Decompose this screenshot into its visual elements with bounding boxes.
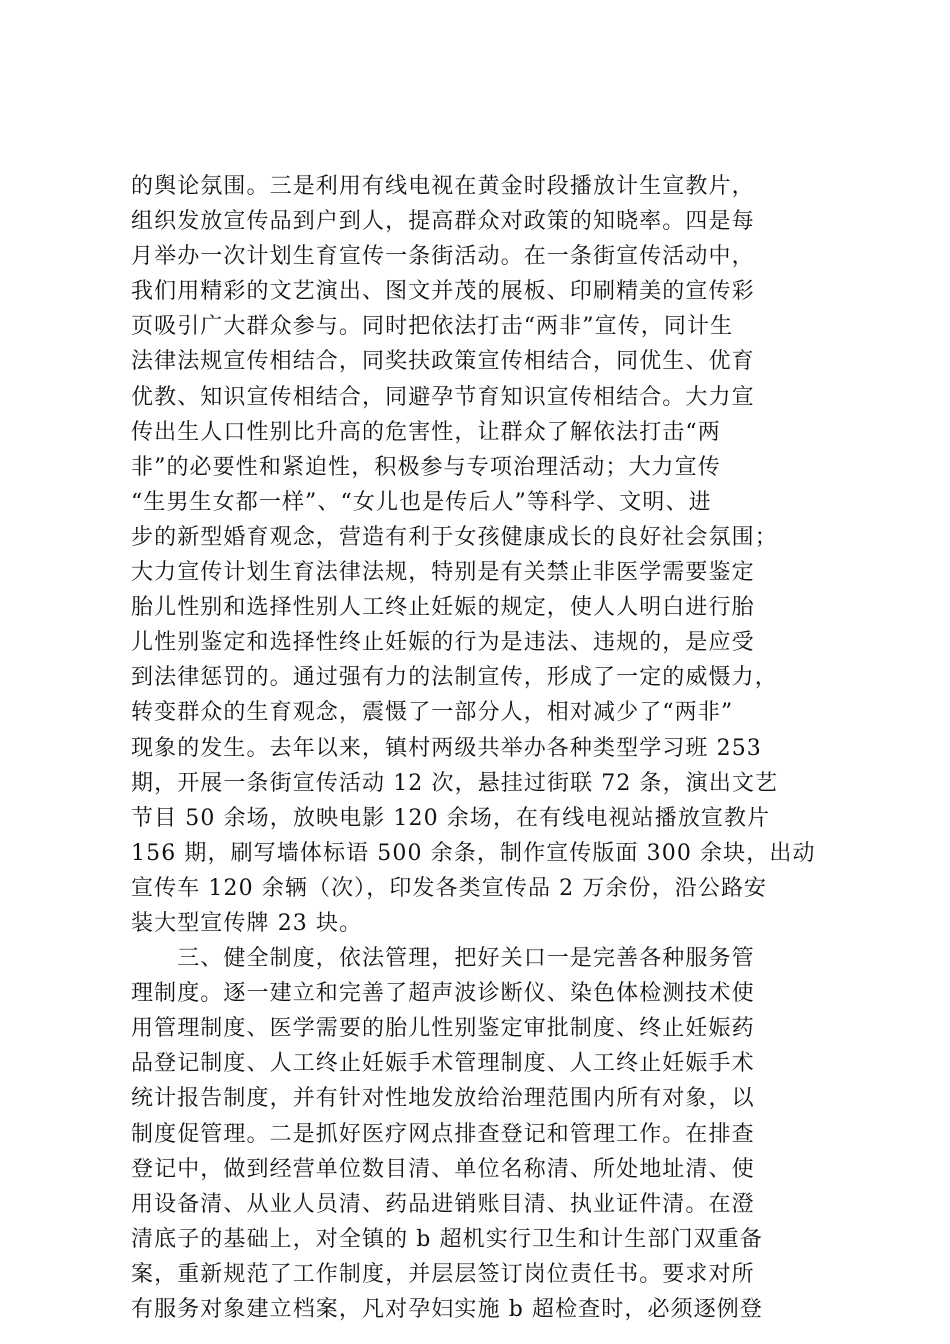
text-line: 有服务对象建立档案，凡对孕妇实施 b 超检查时，必须逐例登 [131,1297,763,1322]
text-line: 理制度。逐一建立和完善了超声波诊断仪、染色体检测技术使 [131,981,755,1007]
text-line: 我们用精彩的文艺演出、图文并茂的展板、印刷精美的宣传彩 [131,279,755,305]
text-line: 案，重新规范了工作制度，并层层签订岗位责任书。要求对所 [131,1261,755,1287]
text-line: 优教、知识宣传相结合，同避孕节育知识宣传相结合。大力宣 [131,384,755,410]
text-line: 转变群众的生育观念，震慑了一部分人，相对减少了“两非” [131,700,734,726]
text-line: 到法律惩罚的。通过强有力的法制宣传，形成了一定的威慑力， [131,665,778,691]
text-line: 期，开展一条街宣传活动 12 次，悬挂过街联 72 条，演出文艺 [131,770,779,796]
text-line: 法律法规宣传相结合，同奖扶政策宣传相结合，同优生、优育 [131,349,755,375]
text-line: 大力宣传计划生育法律法规，特别是有关禁止非医学需要鉴定 [131,560,755,586]
text-line: 节目 50 余场，放映电影 120 余场，在有线电视站播放宣教片 [131,805,771,831]
text-line: 用管理制度、医学需要的胎儿性别鉴定审批制度、终止妊娠药 [131,1016,755,1042]
body-text [131,169,831,1327]
text-line: 月举办一次计划生育宣传一条街活动。在一条街宣传活动中， [131,244,755,270]
text-line: 品登记制度、人工终止妊娠手术管理制度、人工终止妊娠手术 [131,1051,755,1077]
text-line: 统计报告制度，并有针对性地发放给治理范围内所有对象，以 [131,1086,755,1112]
text-line: 现象的发生。去年以来，镇村两级共举办各种类型学习班 253 [131,735,762,761]
text-line: 胎儿性别和选择性别人工终止妊娠的规定，使人人明白进行胎 [131,595,755,621]
text-line: 的舆论氛围。三是利用有线电视在黄金时段播放计生宣教片， [131,174,755,199]
text-line: 156 期，刷写墙体标语 500 余条，制作宣传版面 300 余块，出动 [131,840,816,866]
text-line: 非”的必要性和紧迫性，积极参与专项治理活动；大力宣传 [131,454,721,480]
text-line: 组织发放宣传品到户到人，提高群众对政策的知晓率。四是每 [131,209,755,235]
text-line: 清底子的基础上，对全镇的 b 超机实行卫生和计生部门双重备 [131,1226,763,1252]
text-line: 步的新型婚育观念，营造有利于女孩健康成长的良好社会氛围； [131,524,778,550]
text-line: “生男生女都一样”、“女儿也是传后人”等科学、文明、进 [131,489,712,515]
text-line: 宣传车 120 余辆（次），印发各类宣传品 2 万余份，沿公路安 [131,875,768,901]
text-line: 登记中，做到经营单位数目清、单位名称清、所处地址清、使 [131,1156,755,1182]
text-line: 儿性别鉴定和选择性终止妊娠的行为是违法、违规的，是应受 [131,630,755,656]
text-line: 用设备清、从业人员清、药品进销账目清、执业证件清。在澄 [131,1191,755,1217]
text-line: 传出生人口性别比升高的危害性，让群众了解依法打击“两 [131,419,721,445]
text-line: 制度促管理。二是抓好医疗网点排查登记和管理工作。在排查 [131,1121,755,1147]
text-line: 三、健全制度，依法管理，把好关口一是完善各种服务管 [131,946,755,972]
text-line: 页吸引广大群众参与。同时把依法打击“两非”宣传，同计生 [131,314,734,340]
text-line: 装大型宣传牌 23 块。 [131,910,363,936]
